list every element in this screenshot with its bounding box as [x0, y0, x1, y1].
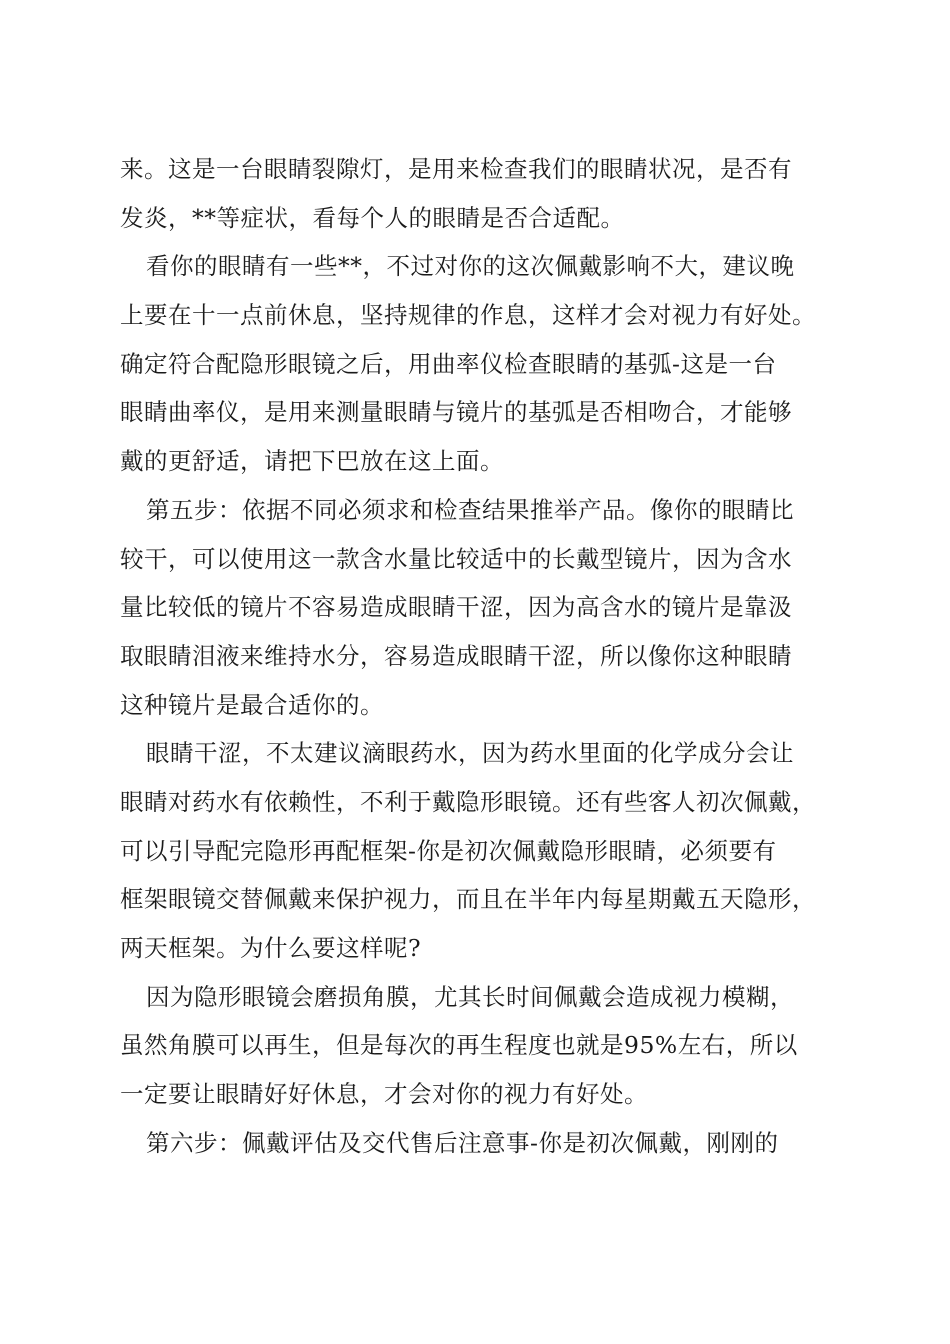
text-line: 第五步：依据不同必须求和检查结果推举产品。像你的眼睛比	[146, 495, 794, 524]
text-line: 可以引导配完隐形再配框架-你是初次佩戴隐形眼睛，必须要有	[120, 836, 777, 865]
text-line: 量比较低的镜片不容易造成眼睛干涩，因为高含水的镜片是靠汲	[120, 593, 792, 622]
text-line: 两天框架。为什么要这样呢?	[120, 934, 422, 962]
text-line: 眼睛干涩，不太建议滴眼药水，因为药水里面的化学成分会让	[146, 739, 794, 768]
text-line: 较干，可以使用这一款含水量比较适中的长戴型镜片，因为含水	[120, 544, 792, 573]
text-line: 来。这是一台眼睛裂隙灯，是用来检查我们的眼睛状况，是否有	[120, 155, 792, 183]
body-text	[120, 145, 840, 1167]
text-line: 一定要让眼睛好好休息，才会对你的视力有好处。	[120, 1080, 648, 1109]
text-line: 这种镜片是最合适你的。	[120, 690, 384, 719]
text-line: 发炎，**等症状，看每个人的眼睛是否合适配。	[120, 203, 625, 232]
text-line: 因为隐形眼镜会磨损角膜，尤其长时间佩戴会造成视力模糊，	[146, 982, 794, 1011]
text-line: 确定符合配隐形眼镜之后，用曲率仪检查眼睛的基弧-这是一台	[120, 349, 777, 378]
text-line: 戴的更舒适，请把下巴放在这上面。	[120, 447, 504, 476]
text-line: 虽然角膜可以再生，但是每次的再生程度也就是95%左右，所以	[120, 1031, 798, 1060]
text-line: 第六步：佩戴评估及交代售后注意事-你是初次佩戴，刚刚的	[146, 1128, 779, 1157]
text-line: 眼睛对药水有依赖性，不利于戴隐形眼镜。还有些客人初次佩戴，	[120, 787, 816, 816]
text-line: 取眼睛泪液来维持水分，容易造成眼睛干涩，所以像你这种眼睛	[120, 641, 792, 670]
text-line: 看你的眼睛有一些**，不过对你的这次佩戴影响不大，建议晚	[146, 252, 795, 281]
text-line: 框架眼镜交替佩戴来保护视力，而且在半年内每星期戴五天隐形，	[120, 885, 816, 914]
text-line: 眼睛曲率仪，是用来测量眼睛与镜片的基弧是否相吻合，才能够	[120, 398, 792, 427]
text-line: 上要在十一点前休息，坚持规律的作息，这样才会对视力有好处。	[120, 301, 816, 330]
